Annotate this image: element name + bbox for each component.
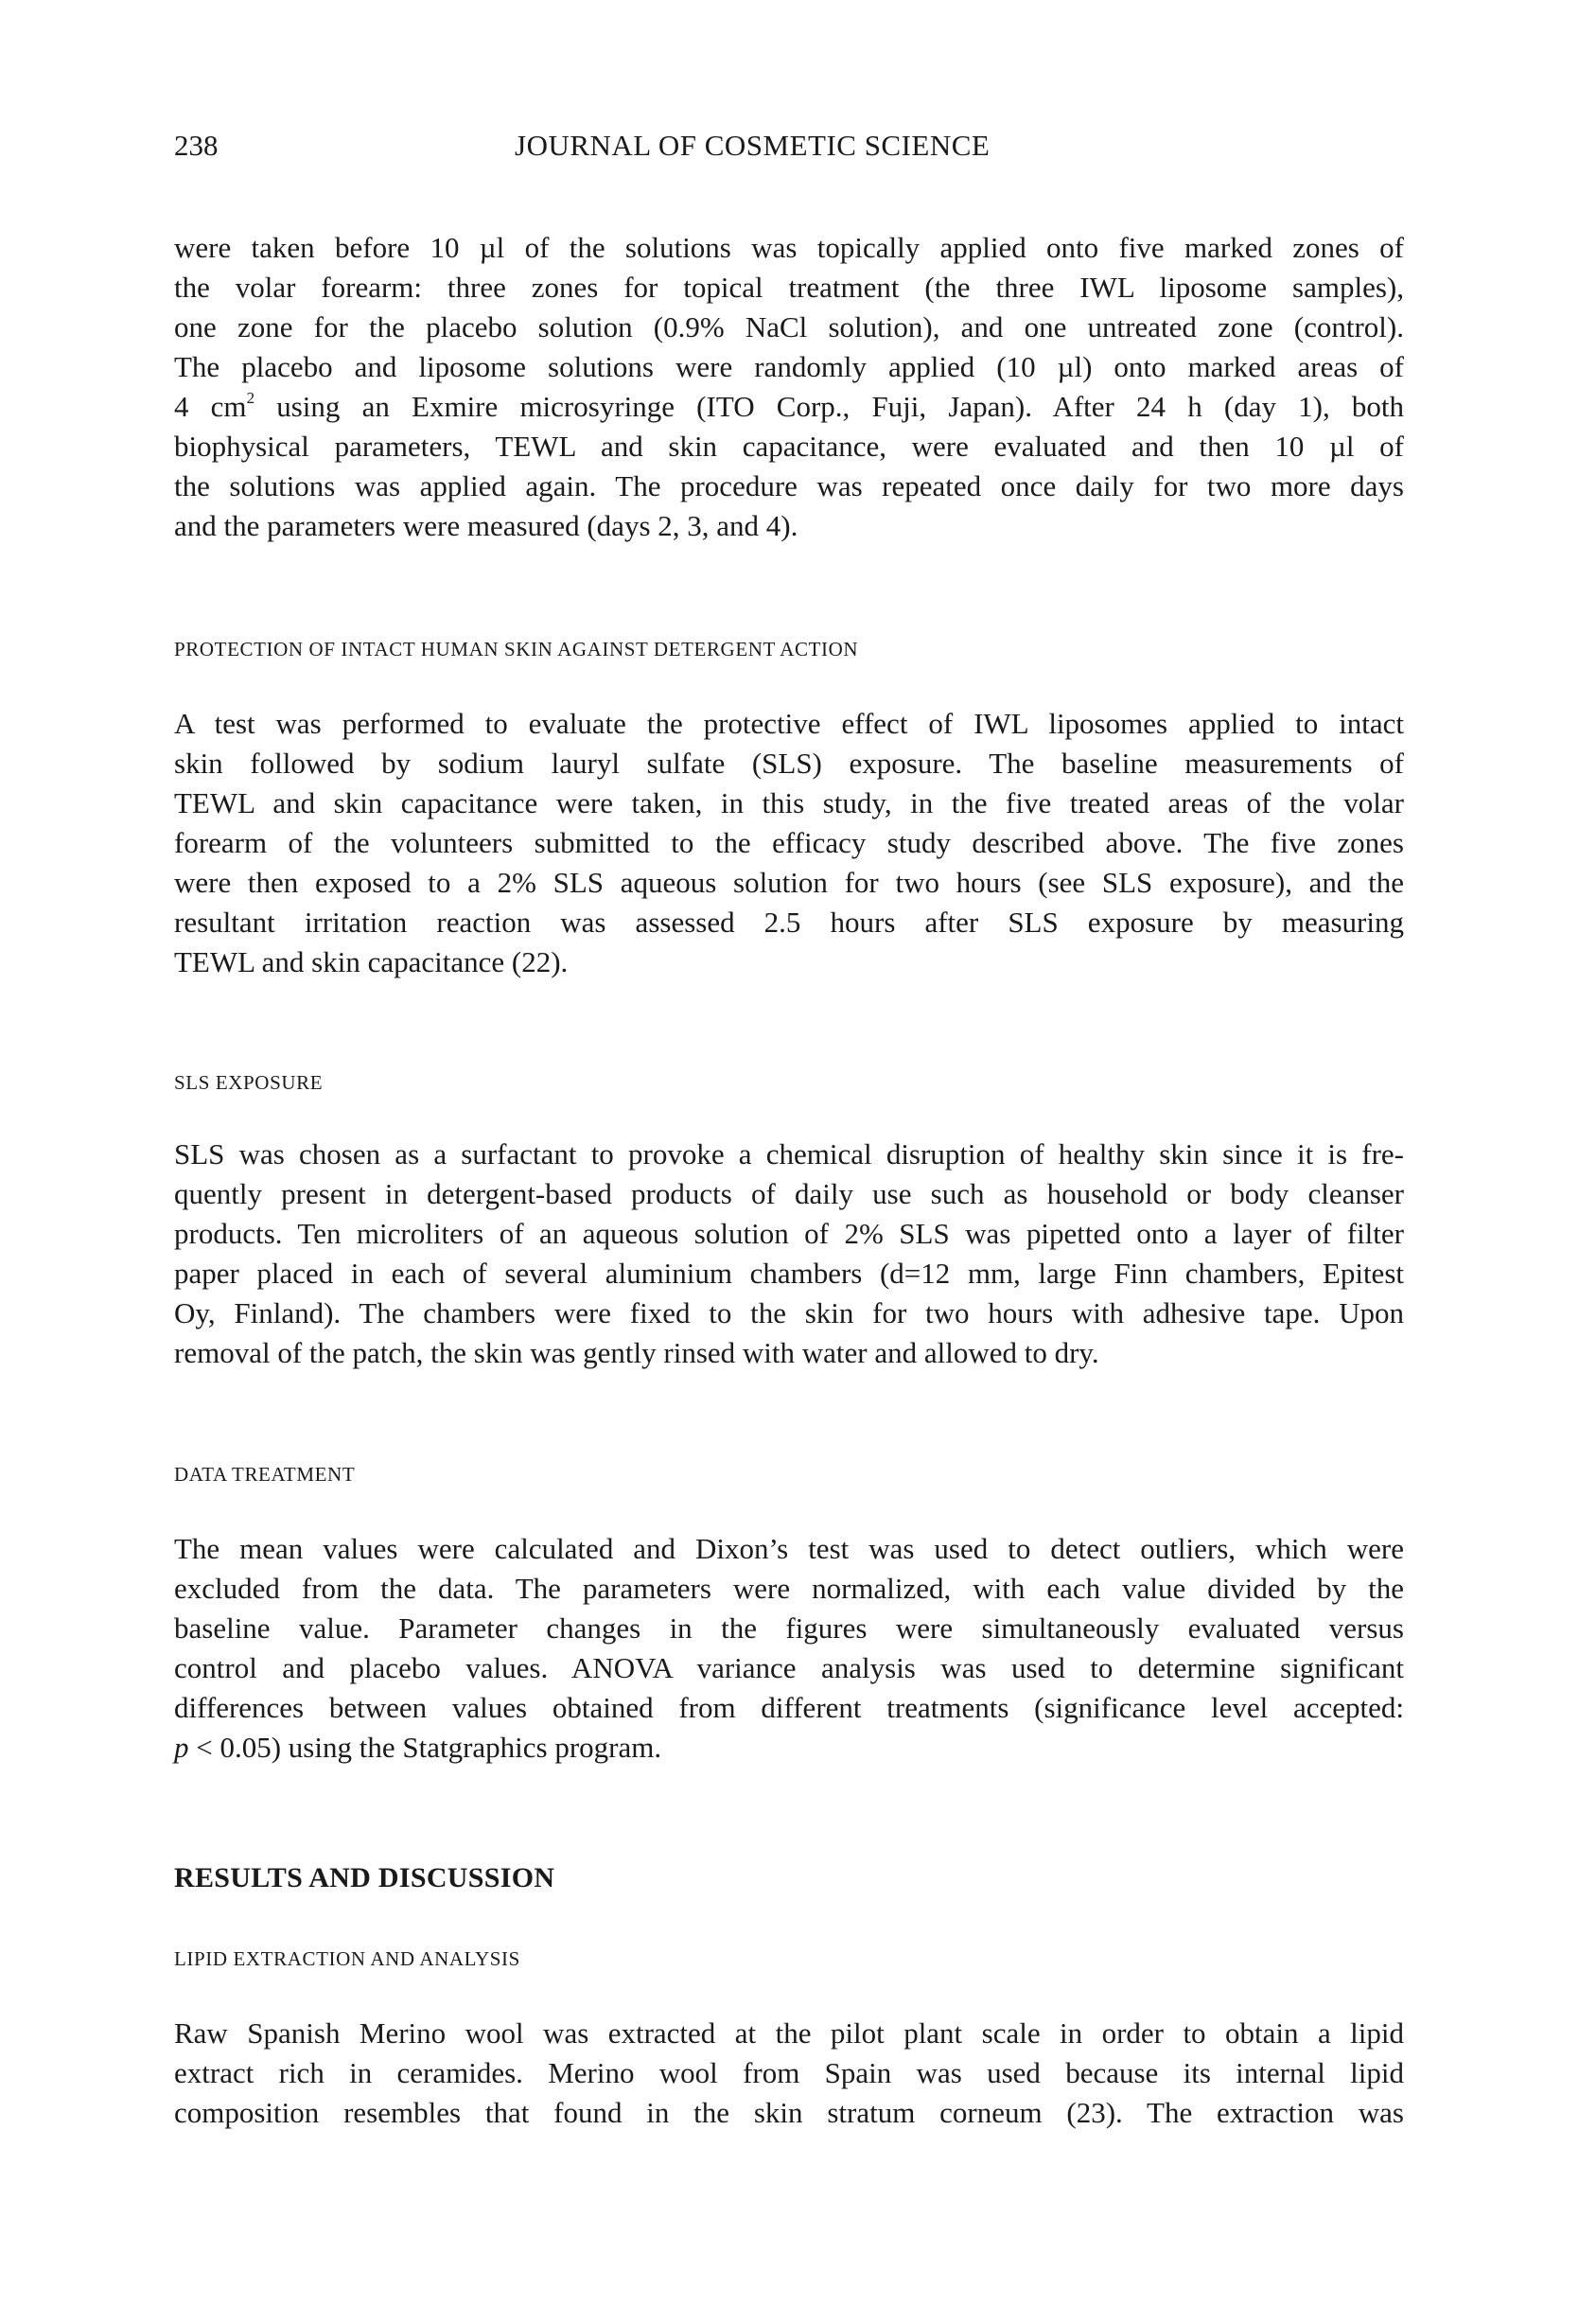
text-line: composition resembles that found in the skin stratum corneum (23). The extraction was (174, 2096, 1404, 2129)
paragraph-sls-exposure (174, 1135, 1404, 1373)
page-number: 238 (174, 129, 219, 162)
text-line: the volar forearm: three zones for topical treatment (the three IWL liposome samples), (174, 271, 1404, 304)
text-line: Raw Spanish Merino wool was extracted at the pilot plant scale in order to obtain a lipid (174, 2016, 1404, 2050)
text-line: baseline value. Parameter changes in the figures were simultaneously evaluated versus (174, 1611, 1404, 1645)
text-line: forearm of the volunteers submitted to the efficacy study described above. The five zones (174, 826, 1404, 859)
text-line: were then exposed to a 2% SLS aqueous solution for two hours (see SLS exposure), and the (174, 866, 1404, 899)
text-line: extract rich in ceramides. Merino wool from Spain was used because its internal lipid (174, 2056, 1404, 2089)
text-line: control and placebo values. ANOVA variance analysis was used to determine significant (174, 1651, 1404, 1684)
subsection-heading-lipid-extraction: LIPID EXTRACTION AND ANALYSIS (174, 1947, 520, 1970)
text-line: one zone for the placebo solution (0.9% NaCl solution), and one untreated zone (control). (174, 310, 1404, 343)
text-line: the solutions was applied again. The procedure was repeated once daily for two more days (174, 469, 1404, 502)
paragraph-lipid-extraction (174, 2014, 1404, 2133)
text-line: The mean values were calculated and Dixon’s test was used to detect outliers, which were (174, 1532, 1404, 1565)
section-heading-results: RESULTS AND DISCUSSION (174, 1862, 555, 1893)
text-line: A test was performed to evaluate the protective effect of IWL liposomes applied to intact (174, 707, 1404, 740)
section-heading-data-treatment: DATA TREATMENT (174, 1463, 356, 1486)
section-heading-sls-exposure: SLS EXPOSURE (174, 1071, 324, 1094)
text-line: Oy, Finland). The chambers were fixed to the skin for two hours with adhesive tape. Upon (174, 1296, 1404, 1329)
text-line: products. Ten microliters of an aqueous solution of 2% SLS was pipetted onto a layer of filter (174, 1217, 1404, 1250)
paragraph-data-treatment (174, 1529, 1404, 1768)
text-line: resultant irritation reaction was assessed 2.5 hours after SLS exposure by measuring (174, 906, 1404, 939)
text-line: TEWL and skin capacitance (22). (174, 945, 569, 978)
text-line: SLS was chosen as a surfactant to provoke a chemical disruption of healthy skin since it is fre- (174, 1137, 1404, 1171)
text-line: paper placed in each of several aluminium chambers (d=12 mm, large Finn chambers, Epitest (174, 1257, 1404, 1290)
text-line: TEWL and skin capacitance were taken, in this study, in the five treated areas of the volar (174, 786, 1404, 819)
text-segment: < 0.05) using the Statgraphics program. (188, 1731, 662, 1764)
text-line: quently present in detergent-based products of daily use such as household or body cleanser (174, 1177, 1404, 1210)
journal-title: JOURNAL OF COSMETIC SCIENCE (515, 129, 991, 162)
text-line: excluded from the data. The parameters were normalized, with each value divided by the (174, 1572, 1404, 1605)
text-line: were taken before 10 µl of the solutions was topically applied onto five marked zones of (174, 231, 1404, 264)
text-line: biophysical parameters, TEWL and skin capacitance, were evaluated and then 10 µl of (174, 430, 1404, 463)
text-line: The placebo and liposome solutions were randomly applied (10 µl) onto marked areas of (174, 350, 1404, 383)
text-segment: using an Exmire microsyringe (ITO Corp., Fuji, Japan). After 24 h (day 1), both (254, 390, 1405, 423)
section-heading-protection: PROTECTION OF INTACT HUMAN SKIN AGAINST DETERGENT ACTION (174, 638, 859, 660)
paragraph-protection (174, 704, 1404, 982)
text-line (174, 387, 1404, 427)
text-line: removal of the patch, the skin was gently rinsed with water and allowed to dry. (174, 1336, 1099, 1369)
text-segment: 4 cm (174, 390, 247, 423)
running-head (174, 129, 1404, 167)
superscript: 2 (246, 389, 255, 407)
paragraph-application-procedure (174, 228, 1404, 546)
italic-symbol: p (174, 1731, 189, 1764)
text-line (174, 1728, 1404, 1768)
text-line: differences between values obtained from different treatments (significance level accepted: (174, 1691, 1404, 1724)
text-line: skin followed by sodium lauryl sulfate (SLS) exposure. The baseline measurements of (174, 747, 1404, 780)
text-line: and the parameters were measured (days 2, 3, and 4). (174, 509, 798, 542)
